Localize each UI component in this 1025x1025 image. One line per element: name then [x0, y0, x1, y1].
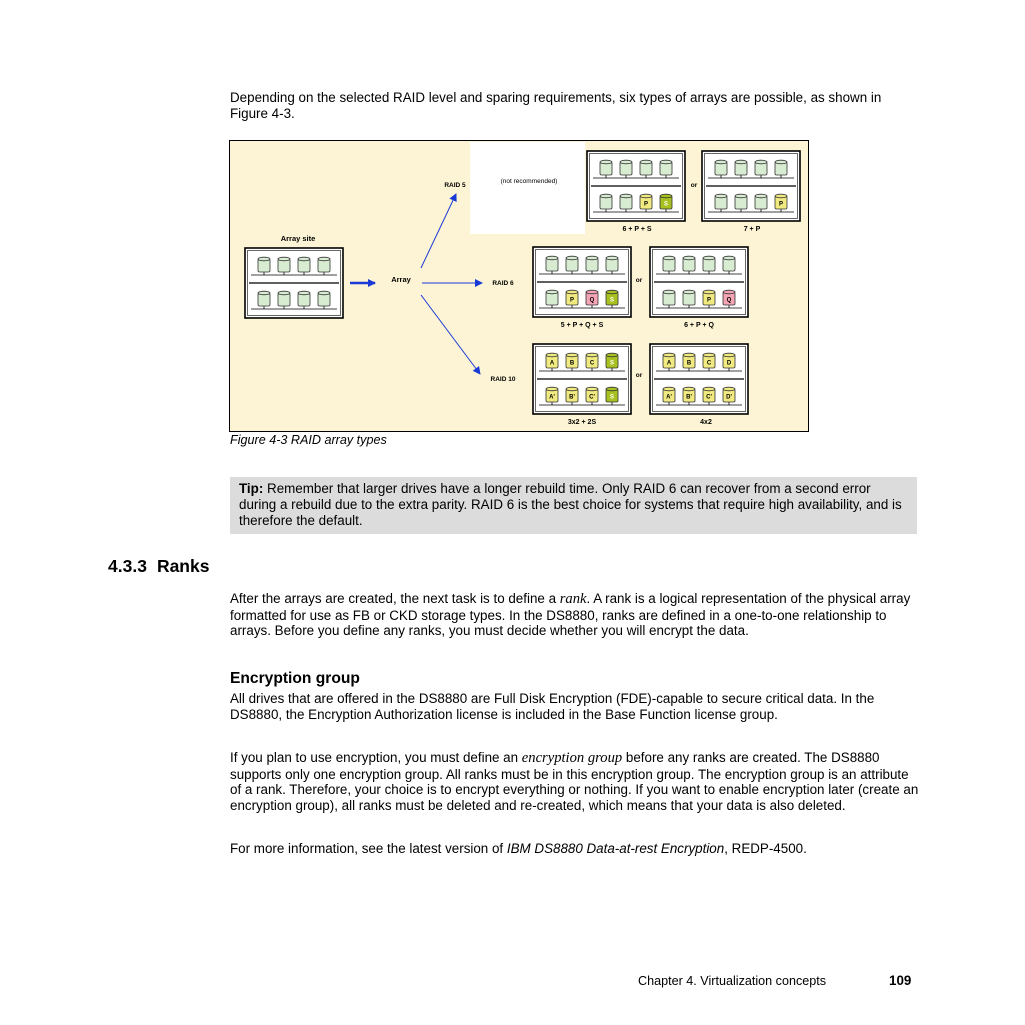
drive-top: [755, 160, 767, 164]
drive-top: [715, 194, 727, 198]
array-label: Array: [391, 275, 411, 284]
ranks-text-2: . A rank is a logical representation of the physical array formatted for use as FB or CKD storage types. In the DS8880, ranks are defined in a one-to-one relationship to arrays. Before you define any ranks, you must decide whether you will encrypt the data.: [230, 591, 911, 639]
drive-top: [660, 160, 672, 164]
section-heading: [108, 556, 209, 577]
drive-top: [683, 353, 695, 357]
array-site-enclosure: [245, 248, 343, 318]
encryption-group-term: encryption group: [521, 750, 623, 766]
drive-top: [620, 194, 632, 198]
drive-label: C': [589, 394, 595, 401]
drive-label: P: [778, 201, 784, 208]
not-recommended-label: (not recommended): [500, 178, 558, 185]
drive-top: [640, 160, 652, 164]
drive-top: [566, 353, 578, 357]
drive-top: [606, 387, 618, 391]
raid10-label: RAID 10: [490, 376, 516, 383]
drive-top: [278, 257, 290, 261]
encryption-paragraph-2: [230, 750, 920, 813]
page-number: 109: [889, 973, 912, 988]
drive-top: [755, 194, 767, 198]
array-site-label: Array site: [280, 234, 316, 243]
drive-label: A': [666, 394, 672, 401]
section-number: 4.3.3: [108, 556, 147, 576]
drive-top: [318, 291, 330, 295]
drive-label: P: [643, 201, 649, 208]
drive-top: [546, 353, 558, 357]
drive-label: D': [726, 394, 732, 401]
drive-top: [258, 291, 270, 295]
drive-top: [586, 256, 598, 260]
drive-top: [566, 256, 578, 260]
drive-label: D: [726, 360, 732, 367]
drive-top: [723, 353, 735, 357]
drive-top: [663, 387, 675, 391]
drive-top: [318, 257, 330, 261]
publication-title: IBM DS8880 Data-at-rest Encryption: [506, 841, 725, 856]
drive-label: Q: [726, 297, 732, 304]
drive-top: [663, 290, 675, 294]
drive-top: [600, 194, 612, 198]
drive-top: [278, 291, 290, 295]
drive-top: [715, 160, 727, 164]
drive-label: S: [609, 297, 615, 304]
encryption-paragraph-3: [230, 841, 920, 857]
drive-label: B: [569, 360, 575, 367]
enc-text-1: If you plan to use encryption, you must define an: [230, 750, 522, 765]
drive-top: [775, 160, 787, 164]
drive-top: [735, 160, 747, 164]
label-3x2-2s: 3x2 + 2S: [567, 419, 597, 426]
drive-top: [546, 290, 558, 294]
enc3-text-2: , REDP-4500.: [724, 841, 807, 856]
tip-text: Remember that larger drives have a longer rebuild time. Only RAID 6 can recover from a second error during a rebuild due to the extra parity. RAID 6 is the best choice for systems that require high availability, and is therefore the default.: [239, 481, 902, 528]
drive-top: [703, 290, 715, 294]
drive-label: P: [569, 297, 575, 304]
drive-top: [683, 256, 695, 260]
raid6-5pqs-enclosure: [533, 247, 631, 317]
raid10-3x2-enclosure: [533, 344, 631, 414]
drive-label: A: [666, 360, 672, 367]
intro-paragraph: Depending on the selected RAID level and sparing requirements, six types of arrays are possible, as shown in Figure 4-3.: [230, 90, 882, 121]
drive-label: B': [569, 394, 575, 401]
drive-top: [586, 353, 598, 357]
drive-top: [723, 387, 735, 391]
drive-top: [663, 353, 675, 357]
drive-top: [600, 160, 612, 164]
raid6-6pq-enclosure: [650, 247, 748, 317]
drive-top: [606, 256, 618, 260]
raid5-6ps-enclosure: [587, 151, 685, 221]
encryption-heading: Encryption group: [230, 670, 360, 687]
drive-label: S: [663, 201, 669, 208]
encryption-paragraph-1: All drives that are offered in the DS8880 are Full Disk Encryption (FDE)-capable to secure critical data. In the DS8880, the Encryption Authorization license is included in the Base Function license group.: [230, 691, 875, 722]
drive-top: [566, 387, 578, 391]
label-5pqs: 5 + P + Q + S: [560, 322, 604, 329]
drive-top: [735, 194, 747, 198]
drive-top: [723, 256, 735, 260]
label-4x2: 4x2: [700, 419, 712, 426]
drive-label: C: [706, 360, 712, 367]
drive-label: S: [609, 360, 615, 367]
drive-top: [546, 256, 558, 260]
drive-top: [586, 387, 598, 391]
enc3-text-1: For more information, see the latest version of: [230, 841, 507, 856]
label-6ps: 6 + P + S: [622, 226, 652, 233]
label-6pq: 6 + P + Q: [684, 322, 714, 329]
raid5-label: RAID 5: [444, 182, 466, 189]
drive-top: [683, 290, 695, 294]
drive-top: [683, 387, 695, 391]
section-title: Ranks: [156, 556, 210, 576]
raid10-or-label: or: [635, 372, 643, 379]
ranks-paragraph: [230, 591, 920, 639]
drive-label: Q: [589, 297, 595, 304]
drive-top: [606, 353, 618, 357]
drive-top: [546, 387, 558, 391]
drive-top: [298, 257, 310, 261]
drive-label: A': [549, 394, 555, 401]
raid5-7p-enclosure: [702, 151, 800, 221]
drive-top: [660, 194, 672, 198]
drive-top: [663, 256, 675, 260]
raid6-or-label: or: [635, 277, 643, 284]
drive-label: B: [686, 360, 692, 367]
rank-term: rank: [559, 591, 587, 607]
not-recommended-box: [470, 142, 585, 234]
drive-label: C: [589, 360, 595, 367]
raid10-4x2-enclosure: [650, 344, 748, 414]
drive-top: [703, 387, 715, 391]
drive-top: [723, 290, 735, 294]
drive-label: C': [706, 394, 712, 401]
drive-top: [703, 353, 715, 357]
raid6-label: RAID 6: [492, 280, 514, 287]
raid5-or-label: or: [690, 182, 698, 189]
tip-box: [230, 477, 917, 534]
drive-top: [620, 160, 632, 164]
drive-top: [606, 290, 618, 294]
drive-top: [566, 290, 578, 294]
drive-top: [586, 290, 598, 294]
ranks-text-1: After the arrays are created, the next task is to define a: [230, 591, 560, 606]
drive-top: [258, 257, 270, 261]
footer-chapter: Chapter 4. Virtualization concepts: [638, 974, 827, 988]
enc-text-2: before any ranks are created. The DS8880 supports only one encryption group. All ranks must be in this encryption group. The encryption group is an attribute of a rank. Therefore, your choice is to encrypt everything or nothing. If you want to enable encryption later (create an encryption group), all ranks must be deleted and re-created, which means that your data is also deleted.: [230, 750, 919, 813]
drive-label: B': [686, 394, 692, 401]
drive-label: A: [549, 360, 555, 367]
drive-top: [703, 256, 715, 260]
drive-label: S: [609, 394, 615, 401]
drive-top: [640, 194, 652, 198]
drive-top: [775, 194, 787, 198]
drive-label: P: [706, 297, 712, 304]
drive-top: [298, 291, 310, 295]
tip-label: Tip:: [239, 481, 264, 496]
label-7p: 7 + P: [743, 226, 761, 233]
figure-caption: Figure 4-3 RAID array types: [230, 433, 387, 447]
raid-array-types-figure: [229, 140, 809, 432]
